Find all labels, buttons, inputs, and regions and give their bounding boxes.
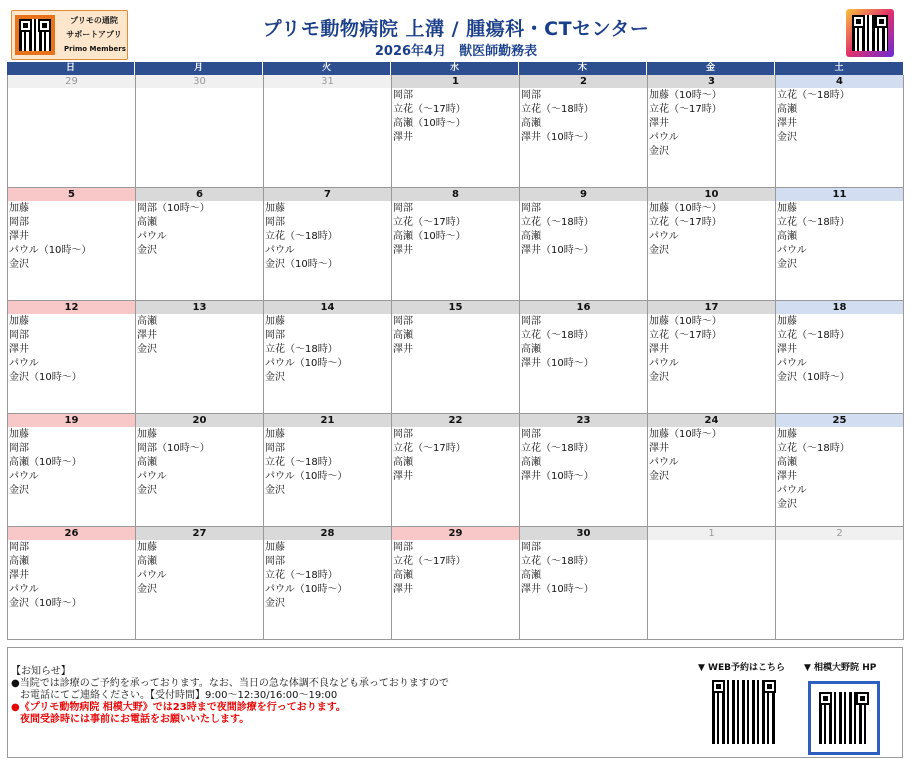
day-number: 29 — [392, 527, 519, 540]
day-number: 16 — [520, 301, 647, 314]
staff-entry: 澤井 — [649, 443, 669, 454]
calendar-day-cell — [776, 75, 904, 188]
staff-entry: 立花（～17時） — [393, 217, 466, 228]
calendar-day-cell — [776, 301, 904, 414]
staff-entry: 立花（～18時） — [777, 217, 850, 228]
calendar-week-row — [8, 301, 903, 414]
day-number: 30 — [136, 75, 263, 88]
calendar-day-cell — [136, 75, 264, 188]
staff-entry: 立花（～17時） — [393, 443, 466, 454]
calendar-day-cell — [648, 75, 776, 188]
staff-list — [648, 540, 775, 541]
calendar-day-cell — [776, 188, 904, 301]
staff-entry: パウル — [9, 471, 39, 482]
staff-entry: 岡部 — [393, 90, 413, 101]
staff-entry: 澤井 — [777, 471, 797, 482]
staff-list — [8, 540, 135, 611]
staff-entry: 加藤 — [9, 429, 29, 440]
staff-entry: 高瀬 — [777, 104, 797, 115]
calendar-day-cell — [392, 75, 520, 188]
staff-entry: パウル — [777, 485, 807, 496]
calendar-day-cell — [392, 527, 520, 640]
calendar-day-cell — [264, 414, 392, 527]
staff-list — [776, 201, 903, 272]
staff-entry: 岡部 — [265, 556, 285, 567]
staff-entry: 高瀬 — [777, 231, 797, 242]
staff-entry: パウル — [777, 358, 807, 369]
staff-entry: 立花（～17時） — [393, 556, 466, 567]
staff-entry: 高瀬 — [521, 570, 541, 581]
staff-entry: 金沢（10時～） — [9, 372, 82, 383]
web-reservation-label: ▼ WEB予約はこちら — [698, 663, 785, 673]
staff-list — [264, 540, 391, 611]
staff-entry: 高瀬 — [137, 217, 157, 228]
calendar-day-cell — [776, 527, 904, 640]
notice-line-4: 夜間受診時には事前にお電話をお願いいたします。 — [20, 714, 250, 725]
staff-list — [648, 201, 775, 258]
staff-list — [8, 88, 135, 89]
calendar-day-cell — [648, 527, 776, 640]
day-number: 4 — [776, 75, 903, 88]
staff-entry: パウル（10時～） — [265, 471, 348, 482]
staff-entry: 立花（～17時） — [649, 217, 722, 228]
day-number: 24 — [648, 414, 775, 427]
staff-entry: 加藤 — [265, 316, 285, 327]
staff-list — [776, 540, 903, 541]
staff-list — [776, 314, 903, 385]
staff-entry: パウル（10時～） — [265, 358, 348, 369]
staff-entry: 澤井 — [649, 344, 669, 355]
day-number: 19 — [8, 414, 135, 427]
day-number: 31 — [264, 75, 391, 88]
day-number: 27 — [136, 527, 263, 540]
notice-text — [11, 666, 449, 726]
staff-entry: 加藤（10時～） — [649, 203, 722, 214]
day-number: 9 — [520, 188, 647, 201]
notice-heading: 【お知らせ】 — [11, 666, 71, 677]
staff-entry: 金沢 — [649, 372, 669, 383]
staff-list — [264, 88, 391, 89]
staff-entry: 岡部 — [9, 542, 29, 553]
staff-entry: 金沢 — [137, 584, 157, 595]
day-number: 14 — [264, 301, 391, 314]
staff-list — [520, 314, 647, 371]
staff-entry: 加藤 — [137, 542, 157, 553]
staff-entry: 金沢（10時～） — [777, 372, 850, 383]
staff-entry: 立花（～18時） — [777, 443, 850, 454]
staff-entry: 立花（～18時） — [265, 457, 338, 468]
staff-entry: 金沢 — [137, 485, 157, 496]
staff-list — [136, 427, 263, 498]
instagram-qr-icon[interactable] — [852, 15, 888, 51]
staff-entry: パウル — [9, 584, 39, 595]
staff-list — [520, 540, 647, 597]
notice-box — [7, 647, 903, 758]
day-number: 10 — [648, 188, 775, 201]
app-badge-line3: Primo Members — [64, 45, 126, 53]
staff-entry: 岡部 — [393, 429, 413, 440]
staff-entry: 岡部（10時～） — [137, 443, 210, 454]
day-number: 17 — [648, 301, 775, 314]
schedule-calendar — [7, 62, 903, 640]
calendar-day-cell — [648, 301, 776, 414]
calendar-day-cell — [8, 75, 136, 188]
staff-entry: パウル — [649, 358, 679, 369]
calendar-week-row — [8, 527, 903, 640]
staff-entry: 金沢 — [137, 245, 157, 256]
staff-list — [136, 314, 263, 357]
staff-entry: 加藤 — [265, 542, 285, 553]
staff-entry: 澤井 — [777, 118, 797, 129]
staff-entry: 加藤 — [265, 429, 285, 440]
staff-entry: 澤井 — [393, 132, 413, 143]
calendar-day-cell — [520, 527, 648, 640]
staff-entry: 澤井 — [393, 344, 413, 355]
staff-entry: 金沢 — [137, 344, 157, 355]
calendar-day-cell — [8, 301, 136, 414]
staff-list — [8, 314, 135, 385]
staff-entry: パウル — [649, 231, 679, 242]
staff-list — [264, 201, 391, 272]
staff-entry: 加藤（10時～） — [649, 90, 722, 101]
day-number: 1 — [648, 527, 775, 540]
web-reservation-qr-icon[interactable] — [712, 680, 776, 744]
calendar-day-cell — [648, 414, 776, 527]
staff-list — [8, 427, 135, 498]
day-number: 13 — [136, 301, 263, 314]
staff-entry: 岡部 — [393, 203, 413, 214]
staff-entry: 高瀬 — [137, 457, 157, 468]
day-number: 3 — [648, 75, 775, 88]
staff-entry: 高瀬 — [521, 457, 541, 468]
calendar-day-cell — [264, 301, 392, 414]
day-number: 26 — [8, 527, 135, 540]
staff-entry: 金沢 — [9, 259, 29, 270]
weekday-header: 月 — [135, 62, 263, 75]
staff-entry: 澤井 — [777, 344, 797, 355]
staff-entry: 岡部 — [393, 316, 413, 327]
staff-list — [264, 427, 391, 498]
staff-entry: パウル — [137, 570, 167, 581]
calendar-day-cell — [8, 188, 136, 301]
staff-entry: 澤井（10時～） — [521, 132, 594, 143]
day-number: 29 — [8, 75, 135, 88]
staff-entry: 金沢（10時～） — [9, 598, 82, 609]
day-number: 5 — [8, 188, 135, 201]
staff-entry: 金沢 — [9, 485, 29, 496]
homepage-qr-icon[interactable] — [819, 692, 869, 744]
staff-list — [520, 88, 647, 145]
staff-entry: 高瀬 — [9, 556, 29, 567]
staff-entry: 岡部 — [9, 217, 29, 228]
staff-list — [392, 314, 519, 357]
calendar-day-cell — [136, 301, 264, 414]
calendar-day-cell — [392, 188, 520, 301]
staff-entry: 澤井 — [649, 118, 669, 129]
staff-entry: 高瀬（10時～） — [9, 457, 82, 468]
day-number: 23 — [520, 414, 647, 427]
calendar-day-cell — [136, 527, 264, 640]
day-number: 12 — [8, 301, 135, 314]
staff-entry: 加藤 — [777, 203, 797, 214]
calendar-day-cell — [520, 188, 648, 301]
day-number: 1 — [392, 75, 519, 88]
staff-entry: 澤井 — [393, 245, 413, 256]
staff-list — [8, 201, 135, 272]
staff-entry: 金沢（10時～） — [265, 259, 338, 270]
calendar-day-cell — [264, 527, 392, 640]
staff-list — [392, 540, 519, 597]
staff-entry: パウル — [265, 245, 295, 256]
staff-list — [520, 201, 647, 258]
day-number: 30 — [520, 527, 647, 540]
staff-list — [136, 88, 263, 89]
day-number: 22 — [392, 414, 519, 427]
page-title: プリモ動物病院 上溝 / 腫瘍科・CTセンター — [262, 18, 650, 40]
staff-entry: 澤井 — [137, 330, 157, 341]
staff-entry: 立花（～18時） — [265, 231, 338, 242]
weekday-header: 土 — [834, 63, 844, 73]
staff-entry: パウル（10時～） — [265, 584, 348, 595]
staff-entry: 金沢 — [777, 132, 797, 143]
staff-entry: 立花（～18時） — [777, 90, 850, 101]
calendar-weeks — [7, 75, 903, 640]
staff-list — [648, 314, 775, 385]
staff-list — [648, 88, 775, 159]
staff-entry: パウル — [777, 245, 807, 256]
staff-entry: 加藤 — [777, 316, 797, 327]
notice-line-2: お電話にてご連絡ください。【受付時間】9:00～12:30/16:00～19:00 — [20, 690, 338, 701]
instagram-badge[interactable] — [846, 9, 894, 57]
staff-entry: 高瀬（10時～） — [393, 118, 466, 129]
staff-entry: 高瀬 — [137, 316, 157, 327]
staff-entry: 加藤（10時～） — [649, 316, 722, 327]
staff-entry: 澤井 — [9, 570, 29, 581]
homepage-qr-frame[interactable] — [808, 681, 880, 755]
staff-entry: 岡部 — [521, 316, 541, 327]
staff-entry: 澤井 — [9, 231, 29, 242]
day-number: 6 — [136, 188, 263, 201]
staff-entry: 立花（～18時） — [521, 443, 594, 454]
staff-entry: パウル（10時～） — [9, 245, 92, 256]
calendar-day-cell — [776, 414, 904, 527]
staff-entry: 澤井 — [9, 344, 29, 355]
staff-entry: 高瀬 — [777, 457, 797, 468]
day-number: 20 — [136, 414, 263, 427]
staff-entry: パウル — [649, 457, 679, 468]
staff-list — [392, 88, 519, 145]
staff-entry: 金沢 — [649, 146, 669, 157]
day-number: 2 — [520, 75, 647, 88]
staff-entry: 立花（～18時） — [777, 330, 850, 341]
calendar-day-cell — [136, 414, 264, 527]
day-number: 25 — [776, 414, 903, 427]
day-number: 8 — [392, 188, 519, 201]
page-subtitle: 2026年4月 獣医師勤務表 — [374, 44, 538, 59]
staff-list — [392, 201, 519, 258]
staff-entry: 立花（～17時） — [393, 104, 466, 115]
calendar-day-cell — [392, 301, 520, 414]
staff-entry: 岡部 — [265, 330, 285, 341]
app-badge-line1: プリモの通院 — [70, 16, 118, 25]
staff-entry: 金沢 — [649, 471, 669, 482]
staff-entry: 高瀬 — [393, 457, 413, 468]
staff-entry: 立花（～17時） — [649, 330, 722, 341]
staff-entry: 澤井 — [393, 471, 413, 482]
staff-entry: 高瀬 — [521, 344, 541, 355]
staff-list — [136, 201, 263, 258]
staff-list — [264, 314, 391, 385]
staff-entry: 高瀬 — [521, 118, 541, 129]
staff-entry: 立花（～17時） — [649, 104, 722, 115]
staff-entry: 金沢 — [777, 499, 797, 510]
weekday-header-row — [7, 62, 903, 75]
calendar-day-cell — [264, 188, 392, 301]
staff-entry: 澤井 — [393, 584, 413, 595]
calendar-day-cell — [8, 527, 136, 640]
staff-entry: 金沢 — [265, 598, 285, 609]
calendar-week-row — [8, 75, 903, 188]
staff-entry: 澤井（10時～） — [521, 471, 594, 482]
staff-entry: 岡部 — [9, 443, 29, 454]
staff-entry: 立花（～18時） — [521, 330, 594, 341]
staff-list — [392, 427, 519, 484]
day-number: 28 — [264, 527, 391, 540]
staff-entry: 澤井（10時～） — [521, 358, 594, 369]
day-number: 7 — [264, 188, 391, 201]
calendar-day-cell — [520, 75, 648, 188]
staff-entry: 金沢 — [265, 372, 285, 383]
staff-entry: 澤井（10時～） — [521, 584, 594, 595]
staff-entry: 加藤（10時～） — [649, 429, 722, 440]
staff-entry: 澤井（10時～） — [521, 245, 594, 256]
staff-entry: 岡部 — [521, 203, 541, 214]
staff-entry: 立花（～18時） — [265, 570, 338, 581]
calendar-day-cell — [8, 414, 136, 527]
staff-list — [648, 427, 775, 484]
weekday-header: 木 — [519, 62, 647, 75]
app-badge-line2: サポートアプリ — [66, 30, 122, 39]
calendar-day-cell — [648, 188, 776, 301]
staff-entry: パウル — [137, 471, 167, 482]
day-number: 21 — [264, 414, 391, 427]
staff-entry: 岡部 — [521, 429, 541, 440]
weekday-header: 金 — [647, 62, 775, 75]
staff-entry: パウル — [137, 231, 167, 242]
staff-entry: 立花（～18時） — [265, 344, 338, 355]
staff-entry: パウル — [649, 132, 679, 143]
staff-entry: 岡部 — [265, 443, 285, 454]
staff-entry: 岡部（10時～） — [137, 203, 210, 214]
staff-entry: 金沢 — [265, 485, 285, 496]
staff-entry: 高瀬 — [521, 231, 541, 242]
calendar-week-row — [8, 414, 903, 527]
weekday-header: 日 — [7, 62, 135, 75]
homepage-label: ▼ 相模大野院 HP — [804, 663, 877, 673]
calendar-day-cell — [392, 414, 520, 527]
staff-list — [136, 540, 263, 597]
calendar-day-cell — [520, 414, 648, 527]
staff-list — [776, 88, 903, 145]
staff-entry: 立花（～18時） — [521, 556, 594, 567]
staff-entry: 高瀬 — [137, 556, 157, 567]
staff-entry: 加藤 — [265, 203, 285, 214]
notice-line-3: ●《プリモ動物病院 相模大野》では23時まで夜間診療を行っております。 — [11, 702, 346, 713]
staff-entry: 加藤 — [777, 429, 797, 440]
staff-list — [776, 427, 903, 512]
day-number: 11 — [776, 188, 903, 201]
calendar-week-row — [8, 188, 903, 301]
staff-entry: 岡部 — [521, 542, 541, 553]
day-number: 2 — [776, 527, 903, 540]
calendar-day-cell — [136, 188, 264, 301]
staff-entry: 金沢 — [649, 245, 669, 256]
staff-entry: 高瀬 — [393, 330, 413, 341]
notice-line-1: ●当院では診療のご予約を承っております。なお、当日の急な体調不良なども承っておりますので — [11, 678, 449, 689]
weekday-header: 水 — [391, 62, 519, 75]
staff-entry: 岡部 — [265, 217, 285, 228]
staff-list — [520, 427, 647, 484]
day-number: 15 — [392, 301, 519, 314]
day-number: 18 — [776, 301, 903, 314]
staff-entry: パウル — [9, 358, 39, 369]
staff-entry: 加藤 — [9, 203, 29, 214]
staff-entry: 立花（～18時） — [521, 217, 594, 228]
staff-entry: 岡部 — [9, 330, 29, 341]
staff-entry: 岡部 — [393, 542, 413, 553]
staff-entry: 高瀬（10時～） — [393, 231, 466, 242]
staff-entry: 金沢 — [777, 259, 797, 270]
calendar-day-cell — [264, 75, 392, 188]
staff-entry: 高瀬 — [393, 570, 413, 581]
staff-entry: 岡部 — [521, 90, 541, 101]
staff-entry: 立花（～18時） — [521, 104, 594, 115]
calendar-day-cell — [520, 301, 648, 414]
weekday-header: 火 — [263, 62, 391, 75]
staff-entry: 加藤 — [9, 316, 29, 327]
staff-entry: 加藤 — [137, 429, 157, 440]
